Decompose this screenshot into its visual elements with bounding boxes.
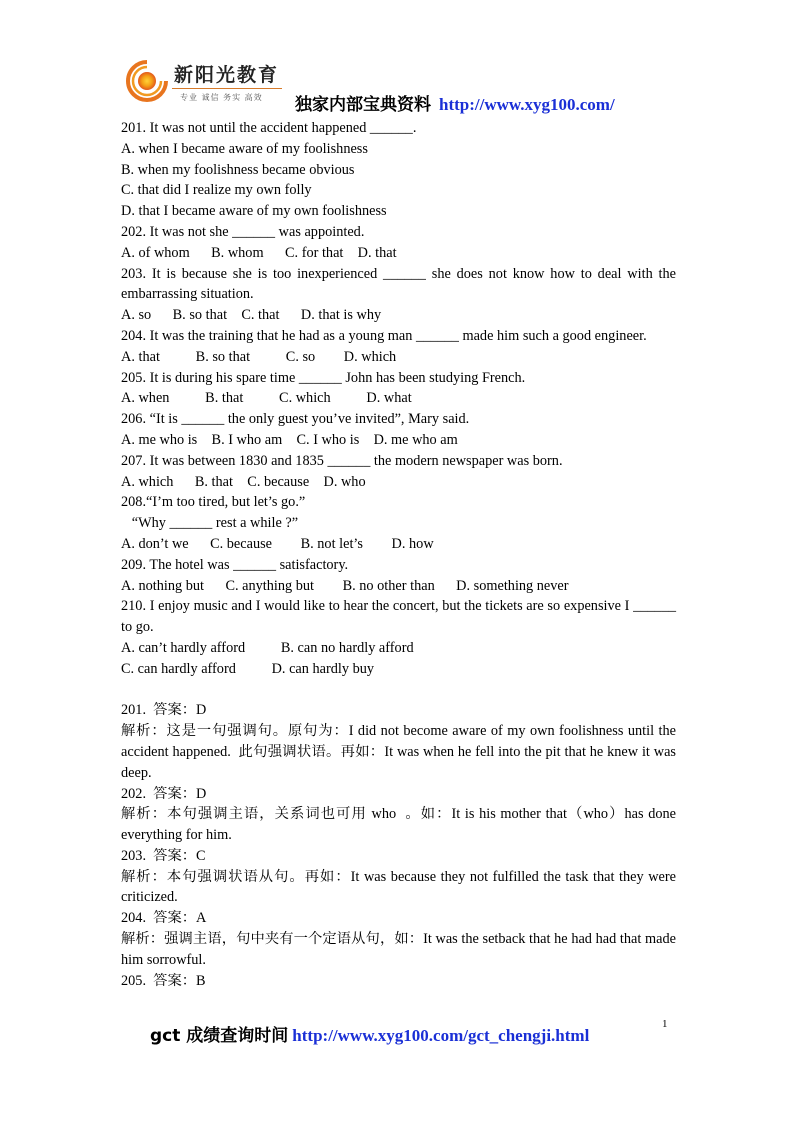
- logo-slogan: 专业 诚信 务实 高效: [180, 93, 263, 102]
- option-line: B. when my foolishness became obvious: [121, 161, 355, 178]
- answer-205: 205. 答案：B: [121, 972, 206, 989]
- option-line: A. when I became aware of my foolishness: [121, 140, 368, 157]
- question-202: 202. It was not she ______ was appointed.: [121, 223, 365, 240]
- option-line: A. don’t we C. because B. not let’s D. how: [121, 535, 434, 552]
- header-link[interactable]: http://www.xyg100.com/: [439, 95, 615, 114]
- page-footer: [150, 1021, 589, 1046]
- option-line: A. nothing but C. anything but B. no other than D. something never: [121, 577, 569, 594]
- option-line: A. so B. so that C. that D. that is why: [121, 307, 382, 324]
- question-201: 201. It was not until the accident happened ______.: [121, 120, 417, 136]
- explanation-202: 解析：本句强调主语，关系词也可用 who 。如：It is his mother that（who）has done everything for him.: [121, 806, 680, 844]
- option-line: A. of whom B. whom C. for that D. that: [121, 244, 397, 261]
- question-206: 206. “It is ______ the only guest you’ve invited”, Mary said.: [121, 411, 470, 428]
- question-210: 210. I enjoy music and I would like to hear the concert, but the tickets are so expensive I ______ to go.: [121, 598, 680, 636]
- option-line: A. that B. so that C. so D. which: [121, 348, 397, 365]
- footer-label: gct 成绩查询时间: [150, 1026, 289, 1046]
- header-banner-text: 独家内部宝典资料: [295, 95, 431, 115]
- answer-202: 202. 答案：D: [121, 785, 207, 802]
- option-line: D. that I became aware of my own foolishness: [121, 203, 387, 220]
- option-line: C. that did I realize my own folly: [121, 182, 312, 199]
- explanation-201: 解析：这是一句强调句。原句为：I did not become aware of my own foolishness until the accident happened. 此句强调状语。再如：It was when he fell into the pit that he knew it was deep.: [121, 723, 680, 781]
- option-line: C. can hardly afford D. can hardly buy: [121, 660, 375, 677]
- header-banner: [295, 90, 615, 115]
- footer-link[interactable]: http://www.xyg100.com/gct_chengji.html: [292, 1026, 590, 1045]
- question-203: 203. It is because she is too inexperienced ______ she does not know how to deal with the embarrassing situation.: [121, 265, 680, 303]
- page-number: 1: [662, 1018, 668, 1030]
- option-line: A. can’t hardly afford B. can no hardly afford: [121, 639, 414, 656]
- question-204: 204. It was the training that he had as a young man ______ made him such a good engineer.: [121, 327, 647, 344]
- question-207: 207. It was between 1830 and 1835 ______ the modern newspaper was born.: [121, 452, 563, 469]
- question-208-reply: “Why ______ rest a while ?”: [121, 515, 299, 532]
- explanation-204: 解析：强调主语，句中夹有一个定语从句，如：It was the setback that he had had that made him sorrowful.: [121, 931, 680, 968]
- blank-line: [121, 680, 676, 701]
- question-205: 205. It is during his spare time ______ John has been studying French.: [121, 369, 526, 386]
- option-line: A. when B. that C. which D. what: [121, 390, 412, 407]
- question-208: 208.“I’m too tired, but let’s go.”: [121, 494, 306, 511]
- option-line: A. which B. that C. because D. who: [121, 473, 366, 490]
- logo-divider: [172, 88, 282, 89]
- document-body: [121, 118, 680, 991]
- answer-201: 201. 答案：D: [121, 702, 207, 719]
- answer-203: 203. 答案：C: [121, 847, 206, 864]
- question-209: 209. The hotel was ______ satisfactory.: [121, 556, 349, 573]
- answer-204: 204. 答案：A: [121, 910, 207, 927]
- logo: [126, 58, 286, 110]
- sun-logo-icon: [126, 60, 168, 102]
- logo-title: 新阳光教育: [174, 64, 280, 86]
- page-header: [0, 0, 794, 120]
- explanation-203: 解析：本句强调状语从句。再如：It was because they not fulfilled the task that they were criticized.: [121, 868, 680, 906]
- option-line: A. me who is B. I who am C. I who is D. me who am: [121, 431, 458, 448]
